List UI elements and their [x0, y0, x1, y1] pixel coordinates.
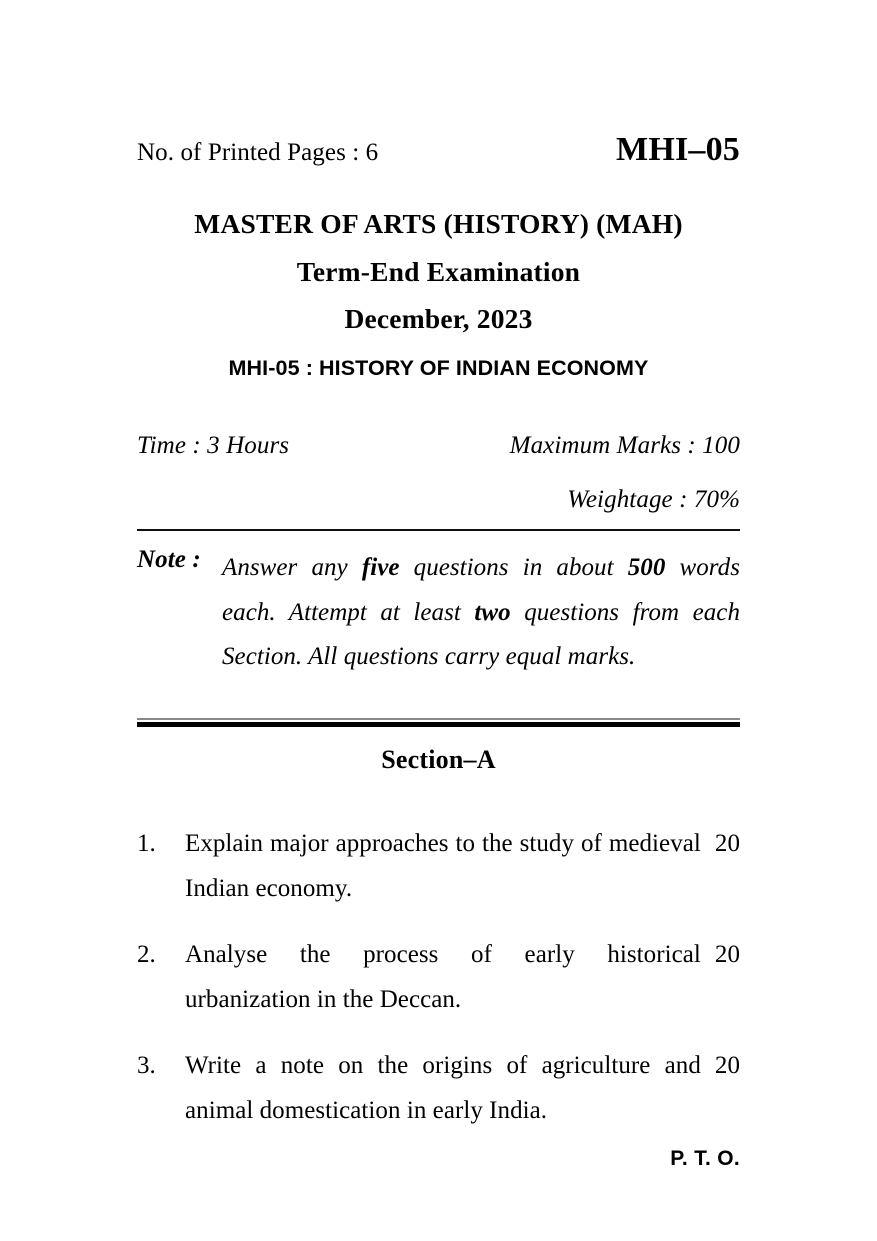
- divider-rule-top: [137, 529, 740, 531]
- printed-pages-label: No. of Printed Pages : 6: [137, 139, 379, 166]
- note-text-part-2: questions in about: [399, 554, 628, 581]
- question-body: [185, 822, 740, 911]
- course-title: MHI-05 : HISTORY OF INDIAN ECONOMY: [228, 355, 649, 380]
- weightage: Weightage : 70%: [567, 486, 740, 513]
- question-item: [137, 822, 740, 911]
- title-block: [137, 210, 740, 379]
- question-marks: 20: [714, 830, 740, 857]
- note-row: [137, 546, 740, 680]
- note-label: Note :: [137, 546, 201, 573]
- divider-rule-thin: [137, 718, 740, 720]
- questions-list: [137, 822, 740, 1155]
- question-text: Analyse the process of early historical urbanization in the Deccan.: [185, 941, 701, 1013]
- question-marks: 20: [714, 941, 740, 968]
- meta-line-time-marks: [137, 432, 740, 460]
- divider-rule-double: [137, 718, 740, 727]
- maximum-marks: Maximum Marks : 100: [509, 432, 740, 459]
- divider-rule-thick: [137, 722, 740, 727]
- note-text: [222, 546, 740, 680]
- question-body: [185, 1044, 740, 1133]
- examination-title: Term-End Examination: [296, 255, 581, 287]
- note-emphasis-five: five: [361, 554, 400, 581]
- page-turn-over-label: P. T. O.: [670, 1147, 740, 1170]
- note-emphasis-500: 500: [627, 554, 666, 581]
- question-text: Explain major approaches to the study of medieval Indian economy.: [185, 830, 701, 902]
- note-text-part-4: questions from each Section. All questions carry equal marks.: [222, 598, 740, 670]
- question-item: [137, 933, 740, 1022]
- question-number: 2.: [137, 941, 156, 968]
- question-marks: 20: [714, 1052, 740, 1079]
- paper-code: MHI–05: [616, 131, 740, 168]
- note-text-part-3: words each. Attempt at least: [222, 554, 740, 626]
- page-header: [137, 131, 740, 169]
- question-number: 3.: [137, 1052, 156, 1079]
- note-block: [137, 546, 740, 680]
- note-text-part-1: Answer any: [222, 554, 362, 581]
- exam-paper-page: [137, 0, 740, 1241]
- section-heading: Section–A: [381, 745, 496, 774]
- exam-meta-block: [137, 432, 740, 514]
- question-text: Write a note on the origins of agriculture and animal domestication in early India.: [185, 1052, 701, 1124]
- question-body: [185, 933, 740, 1022]
- note-emphasis-two: two: [474, 598, 511, 626]
- question-item: [137, 1044, 740, 1133]
- question-number: 1.: [137, 830, 156, 857]
- programme-title: MASTER OF ARTS (HISTORY) (MAH): [194, 208, 683, 239]
- examination-session: December, 2023: [344, 303, 533, 334]
- exam-time: Time : 3 Hours: [137, 432, 290, 459]
